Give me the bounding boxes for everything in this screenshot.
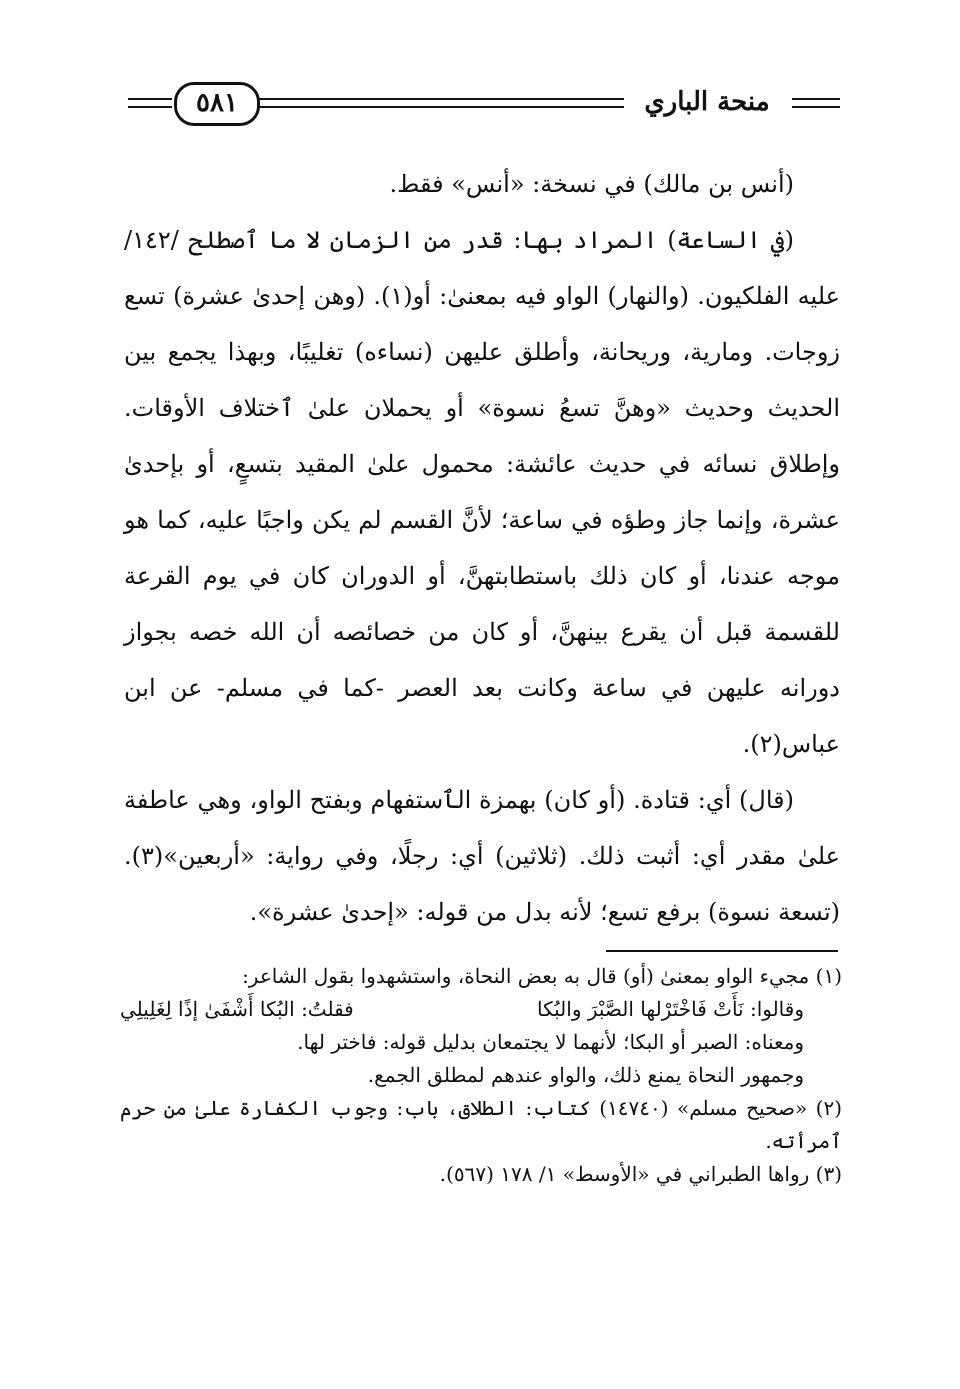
footnote-1-continuation: وجمهور النحاة يمنع ذلك، والواو عندهم لمطلق الجمع. bbox=[367, 1063, 804, 1087]
poetry-verse bbox=[120, 993, 842, 1026]
footnote-3: (٣) رواها الطبراني في «الأوسط» ١/ ١٧٨ (٥٦٧). bbox=[439, 1162, 842, 1186]
page-header bbox=[128, 87, 840, 130]
footnote-1-continuation: ومعناه: الصبر أو البكا؛ لأنهما لا يجتمعان بدليل قوله: فاختر لها. bbox=[297, 1030, 804, 1054]
footnote-2: (٢) «صحيح مسلم» (١٤٧٤٠) كتاب: الطلاق، باب: وجوب الكفارة علىٰ من حرم ٱمرأته. bbox=[120, 1096, 842, 1153]
verse-hemistich-first: وقالوا: نَأَتْ فَاخْتَرْلها الصَّبْرَ والبُكا bbox=[537, 997, 804, 1021]
header-rule bbox=[128, 98, 172, 100]
running-head-title: منحة الباري bbox=[624, 80, 790, 124]
header-rule bbox=[128, 106, 172, 108]
verse-hemistich-second: فقلتُ: البُكا أَشْفَىٰ إذًا لِغَلِيلِي bbox=[120, 997, 354, 1021]
footnotes bbox=[120, 960, 842, 1191]
paragraph: (أنس بن مالك) في نسخة: «أنس» فقط. bbox=[389, 170, 794, 198]
header-rule bbox=[792, 98, 840, 100]
header-rule bbox=[792, 106, 840, 108]
footnote-separator bbox=[606, 950, 838, 952]
footnote-1: (١) مجيء الواو بمعنىٰ (أو) قال به بعض النحاة، واستشهدوا بقول الشاعر: bbox=[242, 964, 842, 988]
paragraph: (في الساعة) المراد بها: قدر من الزمان لا ما ٱصطلح /١٤٢/ عليه الفلكيون. (والنهار) الواو فيه بمعنىٰ: أو(١). (وهن إحدىٰ عشرة) تسع زوجات. ومارية، وريحانة، وأطلق عليهن (نساءه) تغليبًا، وبهذا يجمع بين الحديث وحديث «وهنَّ تسعُ نسوة» أو يحملان علىٰ ٱختلاف الأوقات. وإطلاق نسائه في حديث عائشة: محمول علىٰ المقيد بتسعٍ، أو بإحدىٰ عشرة، وإنما جاز وطؤه في ساعة؛ لأنَّ القسم لم يكن واجبًا عليه، كما هو موجه عندنا، أو كان ذلك باستطابتهنَّ، أو الدوران كان في يوم القرعة للقسمة قبل أن يقرع بينهنَّ، أو كان من خصائصه أن الله خصه بجواز دورانه عليهن في ساعة وكانت بعد العصر -كما في مسلم- عن ابن عباس(٢). bbox=[124, 226, 841, 758]
paragraph: (قال) أي: قتادة. (أو كان) بهمزة الٱستفهام وبفتح الواو، وهي عاطفة علىٰ مقدر أي: أثبت ذلك. (ثلاثين) أي: رجلًا، وفي رواية: «أربعين»(٣). (تسعة نسوة) برفع تسع؛ لأنه بدل من قوله: «إحدىٰ عشرة». bbox=[124, 786, 840, 926]
main-text bbox=[124, 156, 840, 940]
page-number: ٥٨١ bbox=[174, 82, 260, 126]
